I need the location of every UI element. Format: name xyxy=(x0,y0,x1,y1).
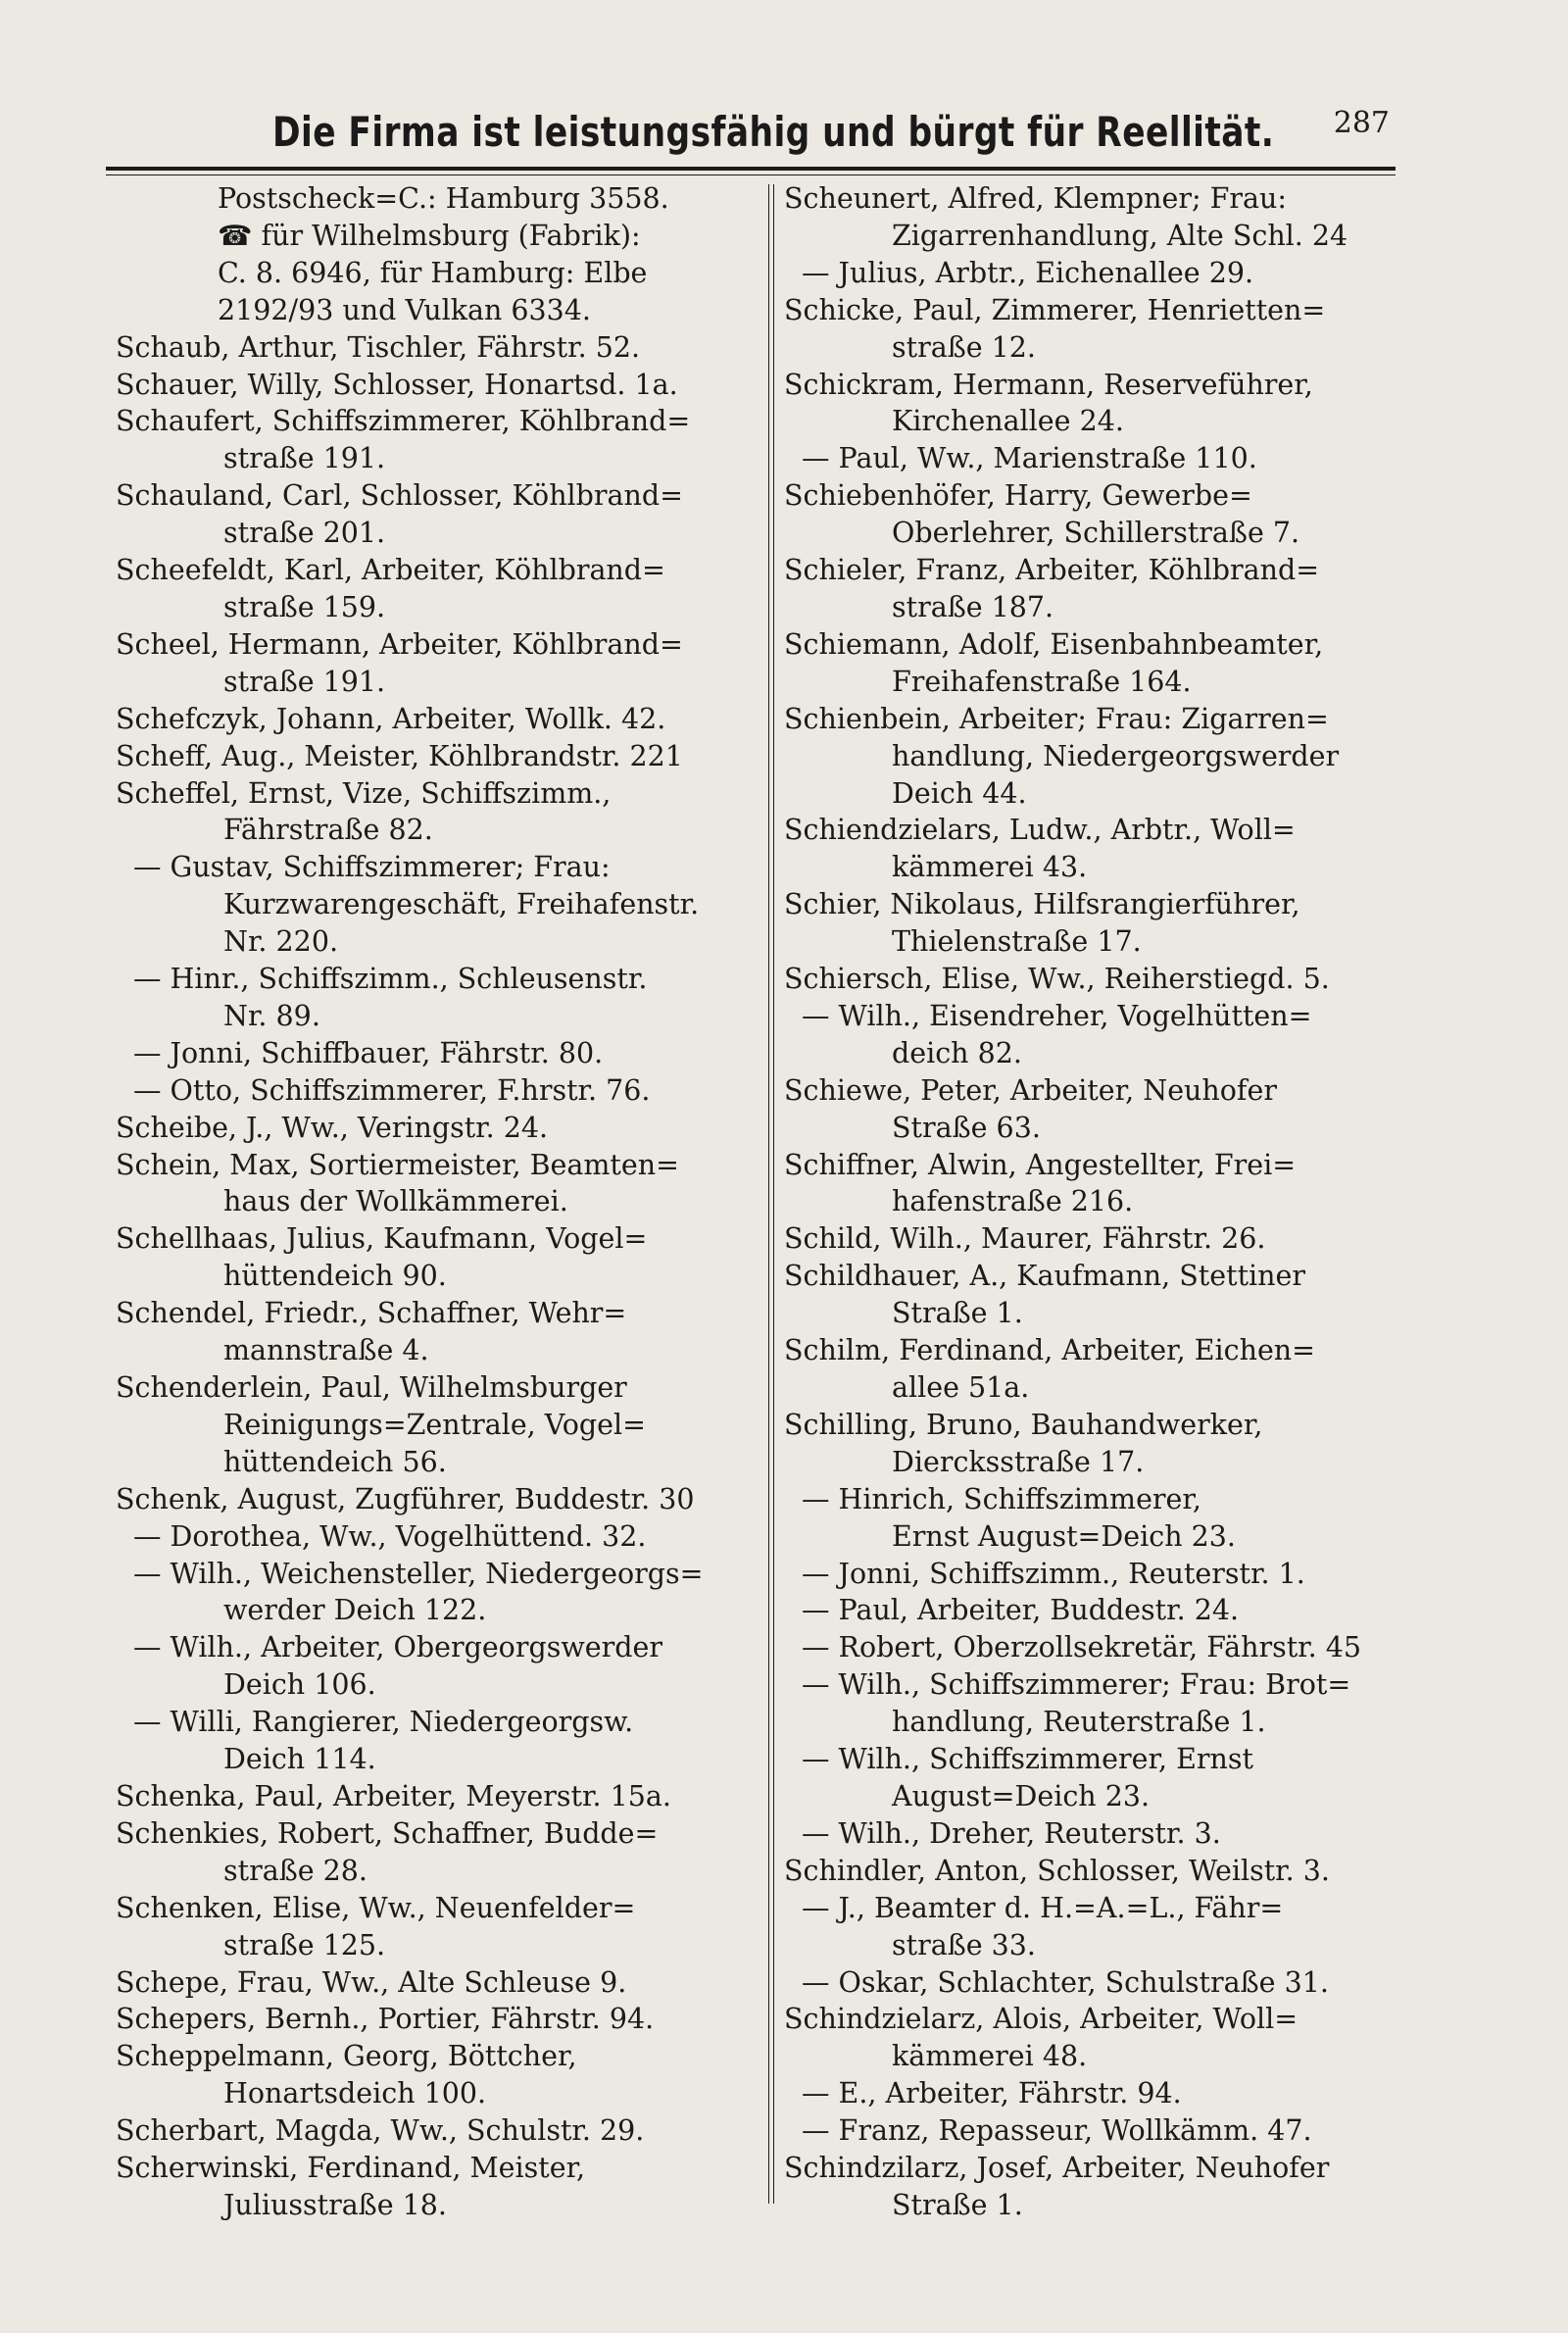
directory-entry xyxy=(784,961,1421,998)
directory-entry xyxy=(116,1518,753,1556)
entry-continuation-line: Deich 44. xyxy=(892,776,1027,810)
directory-entry xyxy=(116,1964,753,2002)
directory-entry xyxy=(784,1815,1421,1853)
directory-entry xyxy=(784,255,1421,292)
page-header xyxy=(106,98,1399,167)
entry-line: — Wilh., Weichensteller, Niedergeorgs= xyxy=(133,1557,704,1590)
entry-continuation-line: straße 201. xyxy=(223,517,386,550)
entry-continuation-line: Ernst August=Deich 23. xyxy=(892,1519,1236,1553)
entry-line: Scheff, Aug., Meister, Köhlbrandstr. 221 xyxy=(116,739,683,772)
entry-continuation-line: Honartsdeich 100. xyxy=(223,2077,487,2110)
directory-entry xyxy=(784,440,1421,477)
directory-entry xyxy=(784,1666,1421,1741)
entry-line: Schiffner, Alwin, Angestellter, Frei= xyxy=(784,1148,1297,1181)
directory-entry xyxy=(116,218,753,255)
entry-continuation-line: straße 187. xyxy=(892,590,1054,623)
entry-line: — E., Arbeiter, Fährstr. 94. xyxy=(802,2077,1182,2110)
entry-line: — J., Beamter d. H.=A.=L., Fähr= xyxy=(802,1891,1284,1924)
entry-line: ☎ für Wilhelmsburg (Fabrik): xyxy=(218,219,641,252)
directory-entry xyxy=(784,552,1421,626)
directory-entry xyxy=(784,1964,1421,2002)
directory-entry xyxy=(784,2075,1421,2112)
entry-line: Scherwinski, Ferdinand, Meister, xyxy=(116,2152,586,2185)
directory-entry xyxy=(116,1147,753,1221)
entry-line: Scheffel, Ernst, Vize, Schiffszimm., xyxy=(116,776,612,810)
entry-line: — Wilh., Schiffszimmerer, Ernst xyxy=(802,1743,1253,1776)
entry-line: Schiewe, Peter, Arbeiter, Neuhofer xyxy=(784,1073,1277,1107)
entry-continuation-line: Deich 114. xyxy=(223,1743,376,1776)
entry-continuation-line: Kurzwarengeschäft, Freihafenstr. xyxy=(223,888,700,921)
entry-line: Schenken, Elise, Ww., Neuenfelder= xyxy=(116,1891,636,1924)
entry-continuation-line: Zigarrenhandlung, Alte Schl. 24 xyxy=(892,219,1348,252)
entry-line: Schindzilarz, Josef, Arbeiter, Neuhofer xyxy=(784,2152,1330,2185)
entry-line: Schenderlein, Paul, Wilhelmsburger xyxy=(116,1371,627,1404)
directory-entry xyxy=(784,2150,1421,2224)
entry-line: — Robert, Oberzollsekretär, Fährstr. 45 xyxy=(802,1631,1362,1664)
directory-entry xyxy=(784,367,1421,441)
entry-continuation-line: straße 12. xyxy=(892,330,1036,364)
directory-entry xyxy=(784,812,1421,886)
directory-entry xyxy=(116,849,753,961)
entry-line: Postscheck=C.: Hamburg 3558. xyxy=(218,182,669,215)
directory-entry xyxy=(116,255,753,292)
directory-entry xyxy=(116,403,753,477)
entry-line: — Wilh., Schiffszimmerer; Frau: Brot= xyxy=(802,1668,1351,1702)
entry-continuation-line: Reinigungs=Zentrale, Vogel= xyxy=(223,1408,647,1441)
entry-continuation-line: Deich 106. xyxy=(223,1668,376,1702)
entry-line: Schienbein, Arbeiter; Frau: Zigarren= xyxy=(784,702,1329,735)
entry-continuation-line: Straße 63. xyxy=(892,1111,1041,1144)
directory-entry xyxy=(116,2038,753,2112)
directory-entry xyxy=(116,626,753,701)
entry-continuation-line: hafenstraße 216. xyxy=(892,1185,1134,1218)
directory-entry xyxy=(116,738,753,775)
entry-line: Schenka, Paul, Arbeiter, Meyerstr. 15a. xyxy=(116,1779,671,1812)
directory-entry xyxy=(116,2150,753,2224)
directory-entry xyxy=(784,1853,1421,1890)
entry-continuation-line: deich 82. xyxy=(892,1036,1022,1069)
entry-line: — Franz, Repasseur, Wollkämm. 47. xyxy=(802,2114,1312,2148)
entry-continuation-line: werder Deich 122. xyxy=(223,1594,487,1627)
entry-line: Schepe, Frau, Ww., Alte Schleuse 9. xyxy=(116,1965,627,1999)
directory-entry xyxy=(116,701,753,738)
entry-line: — Jonni, Schiffbauer, Fährstr. 80. xyxy=(133,1036,604,1069)
entry-line: Schaufert, Schiffszimmerer, Köhlbrand= xyxy=(116,405,691,438)
entry-line: Schiebenhöfer, Harry, Gewerbe= xyxy=(784,479,1252,513)
entry-line: — Jonni, Schiffszimm., Reuterstr. 1. xyxy=(802,1557,1305,1590)
directory-entry xyxy=(116,775,753,850)
entry-line: Schicke, Paul, Zimmerer, Henrietten= xyxy=(784,293,1326,326)
entry-line: — Wilh., Arbeiter, Obergeorgswerder xyxy=(133,1631,662,1664)
directory-entry xyxy=(784,180,1421,255)
header-rule-thin xyxy=(106,174,1396,175)
directory-entry xyxy=(116,1778,753,1815)
entry-line: Schieler, Franz, Arbeiter, Köhlbrand= xyxy=(784,554,1320,587)
entry-line: Schilm, Ferdinand, Arbeiter, Eichen= xyxy=(784,1334,1316,1367)
entry-line: Schenk, August, Zugführer, Buddestr. 30 xyxy=(116,1482,695,1515)
entry-line: — Willi, Rangierer, Niedergeorgsw. xyxy=(133,1706,634,1739)
directory-entry xyxy=(116,1629,753,1704)
directory-entry xyxy=(784,1592,1421,1629)
directory-entry xyxy=(116,1220,753,1295)
directory-entry xyxy=(116,367,753,404)
entry-line: — Gustav, Schiffszimmerer; Frau: xyxy=(133,851,611,884)
entry-line: 2192/93 und Vulkan 6334. xyxy=(218,293,591,326)
right-column xyxy=(784,180,1421,2224)
directory-entry xyxy=(784,2112,1421,2150)
directory-entry xyxy=(784,998,1421,1072)
entry-continuation-line: straße 125. xyxy=(223,1928,386,1961)
entry-line: Scheppelmann, Georg, Böttcher, xyxy=(116,2040,577,2073)
header-rule xyxy=(106,167,1396,171)
entry-continuation-line: straße 191. xyxy=(223,442,386,475)
directory-entry xyxy=(784,477,1421,552)
directory-entry xyxy=(784,2001,1421,2075)
directory-entry xyxy=(116,2001,753,2038)
directory-entry xyxy=(116,1072,753,1110)
directory-entry xyxy=(784,1220,1421,1258)
entry-continuation-line: Straße 1. xyxy=(892,2188,1023,2221)
entry-line: — Wilh., Eisendreher, Vogelhütten= xyxy=(802,999,1312,1032)
entry-continuation-line: Fährstraße 82. xyxy=(223,814,433,847)
directory-entry xyxy=(784,1407,1421,1481)
entry-continuation-line: Freihafenstraße 164. xyxy=(892,665,1192,698)
entry-continuation-line: Straße 1. xyxy=(892,1297,1023,1330)
entry-continuation-line: Kirchenallee 24. xyxy=(892,405,1124,438)
directory-entry xyxy=(784,1258,1421,1332)
column-divider xyxy=(768,184,774,2204)
directory-entry xyxy=(784,1556,1421,1593)
entry-continuation-line: Diercksstraße 17. xyxy=(892,1445,1145,1478)
entry-line: Schein, Max, Sortiermeister, Beamten= xyxy=(116,1148,679,1181)
directory-entry xyxy=(116,1110,753,1147)
entry-line: Scheefeldt, Karl, Arbeiter, Köhlbrand= xyxy=(116,554,665,587)
entry-line: Schauer, Willy, Schlosser, Honartsd. 1a. xyxy=(116,368,678,401)
entry-line: Schiersch, Elise, Ww., Reiherstiegd. 5. xyxy=(784,963,1330,996)
entry-line: Schier, Nikolaus, Hilfsrangierführer, xyxy=(784,888,1300,921)
directory-entry xyxy=(784,1629,1421,1666)
entry-continuation-line: straße 191. xyxy=(223,665,386,698)
entry-line: Schefczyk, Johann, Arbeiter, Wollk. 42. xyxy=(116,702,666,735)
entry-line: Schindler, Anton, Schlosser, Weilstr. 3. xyxy=(784,1854,1330,1887)
directory-entry xyxy=(784,1072,1421,1147)
entry-continuation-line: August=Deich 23. xyxy=(892,1779,1151,1812)
entry-continuation-line: handlung, Reuterstraße 1. xyxy=(892,1706,1266,1739)
directory-entry xyxy=(116,961,753,1035)
entry-line: Schiemann, Adolf, Eisenbahnbeamter, xyxy=(784,627,1324,661)
entry-line: Schepers, Bernh., Portier, Fährstr. 94. xyxy=(116,2003,655,2036)
entry-line: — Hinrich, Schiffszimmerer, xyxy=(802,1482,1201,1515)
directory-entry xyxy=(116,2112,753,2150)
entry-line: Schindzielarz, Alois, Arbeiter, Woll= xyxy=(784,2003,1298,2036)
entry-line: — Paul, Ww., Marienstraße 110. xyxy=(802,442,1257,475)
entry-line: — Paul, Arbeiter, Buddestr. 24. xyxy=(802,1594,1240,1627)
directory-entry xyxy=(116,477,753,552)
directory-entry xyxy=(784,1741,1421,1815)
entry-continuation-line: straße 28. xyxy=(223,1854,368,1887)
entry-line: — Julius, Arbtr., Eichenallee 29. xyxy=(802,256,1254,289)
directory-entry xyxy=(784,886,1421,961)
entry-line: Schickram, Hermann, Reserveführer, xyxy=(784,368,1313,401)
entry-continuation-line: kämmerei 48. xyxy=(892,2040,1088,2073)
entry-line: — Otto, Schiffszimmerer, F.hrstr. 76. xyxy=(133,1073,651,1107)
entry-line: — Hinr., Schiffszimm., Schleusenstr. xyxy=(133,963,648,996)
left-column xyxy=(116,180,753,2224)
entry-line: — Dorothea, Ww., Vogelhüttend. 32. xyxy=(133,1519,647,1553)
entry-line: Schenkies, Robert, Schaffner, Budde= xyxy=(116,1816,659,1850)
directory-entry xyxy=(116,1704,753,1778)
directory-entry xyxy=(116,1481,753,1518)
directory-entry xyxy=(116,180,753,218)
directory-entry xyxy=(784,1890,1421,1964)
entry-line: Schilling, Bruno, Bauhandwerker, xyxy=(784,1408,1263,1441)
entry-continuation-line: handlung, Niedergeorgswerder xyxy=(892,739,1340,772)
directory-entry xyxy=(784,1147,1421,1221)
entry-line: Scherbart, Magda, Ww., Schulstr. 29. xyxy=(116,2114,645,2148)
entry-continuation-line: allee 51a. xyxy=(892,1371,1030,1404)
directory-entry xyxy=(116,292,753,329)
entry-line: — Oskar, Schlachter, Schulstraße 31. xyxy=(802,1965,1329,1999)
entry-continuation-line: straße 33. xyxy=(892,1928,1036,1961)
entry-line: C. 8. 6946, für Hamburg: Elbe xyxy=(218,256,648,289)
entry-line: Schildhauer, A., Kaufmann, Stettiner xyxy=(784,1260,1305,1293)
entry-continuation-line: kämmerei 43. xyxy=(892,851,1088,884)
entry-continuation-line: Juliusstraße 18. xyxy=(223,2188,447,2221)
directory-entry xyxy=(784,1332,1421,1407)
entry-continuation-line: haus der Wollkämmerei. xyxy=(223,1185,568,1218)
directory-entry xyxy=(116,1369,753,1481)
entry-continuation-line: Nr. 89. xyxy=(223,999,320,1032)
entry-continuation-line: Nr. 220. xyxy=(223,925,339,959)
entry-line: Schild, Wilh., Maurer, Fährstr. 26. xyxy=(784,1222,1266,1256)
entry-line: Scheibe, J., Ww., Veringstr. 24. xyxy=(116,1111,549,1144)
directory-entry xyxy=(116,329,753,367)
header-title: Die Firma ist leistungsfähig und bürgt für Reellität. xyxy=(272,108,1275,156)
entry-continuation-line: hüttendeich 56. xyxy=(223,1445,447,1478)
directory-entry xyxy=(116,1035,753,1072)
directory-entry xyxy=(116,552,753,626)
directory-entry xyxy=(116,1890,753,1964)
entry-line: Schendel, Friedr., Schaffner, Wehr= xyxy=(116,1297,627,1330)
entry-line: Scheunert, Alfred, Klempner; Frau: xyxy=(784,182,1287,215)
entry-line: — Wilh., Dreher, Reuterstr. 3. xyxy=(802,1816,1221,1850)
directory-entry xyxy=(784,626,1421,701)
directory-entry xyxy=(784,1481,1421,1556)
directory-entry xyxy=(784,701,1421,813)
entry-line: Schiendzielars, Ludw., Arbtr., Woll= xyxy=(784,814,1296,847)
entry-line: Schaub, Arthur, Tischler, Fährstr. 52. xyxy=(116,330,641,364)
entry-line: Schellhaas, Julius, Kaufmann, Vogel= xyxy=(116,1222,648,1256)
directory-entry xyxy=(116,1295,753,1369)
entry-continuation-line: mannstraße 4. xyxy=(223,1334,429,1367)
entry-continuation-line: Thielenstraße 17. xyxy=(892,925,1142,959)
entry-line: Schauland, Carl, Schlosser, Köhlbrand= xyxy=(116,479,684,513)
entry-line: Scheel, Hermann, Arbeiter, Köhlbrand= xyxy=(116,627,683,661)
directory-entry xyxy=(784,292,1421,367)
directory-entry xyxy=(116,1556,753,1630)
directory-entry xyxy=(116,1815,753,1890)
entry-continuation-line: hüttendeich 90. xyxy=(223,1260,447,1293)
entry-continuation-line: straße 159. xyxy=(223,590,386,623)
entry-continuation-line: Oberlehrer, Schillerstraße 7. xyxy=(892,517,1300,550)
page-number: 287 xyxy=(1333,106,1390,140)
